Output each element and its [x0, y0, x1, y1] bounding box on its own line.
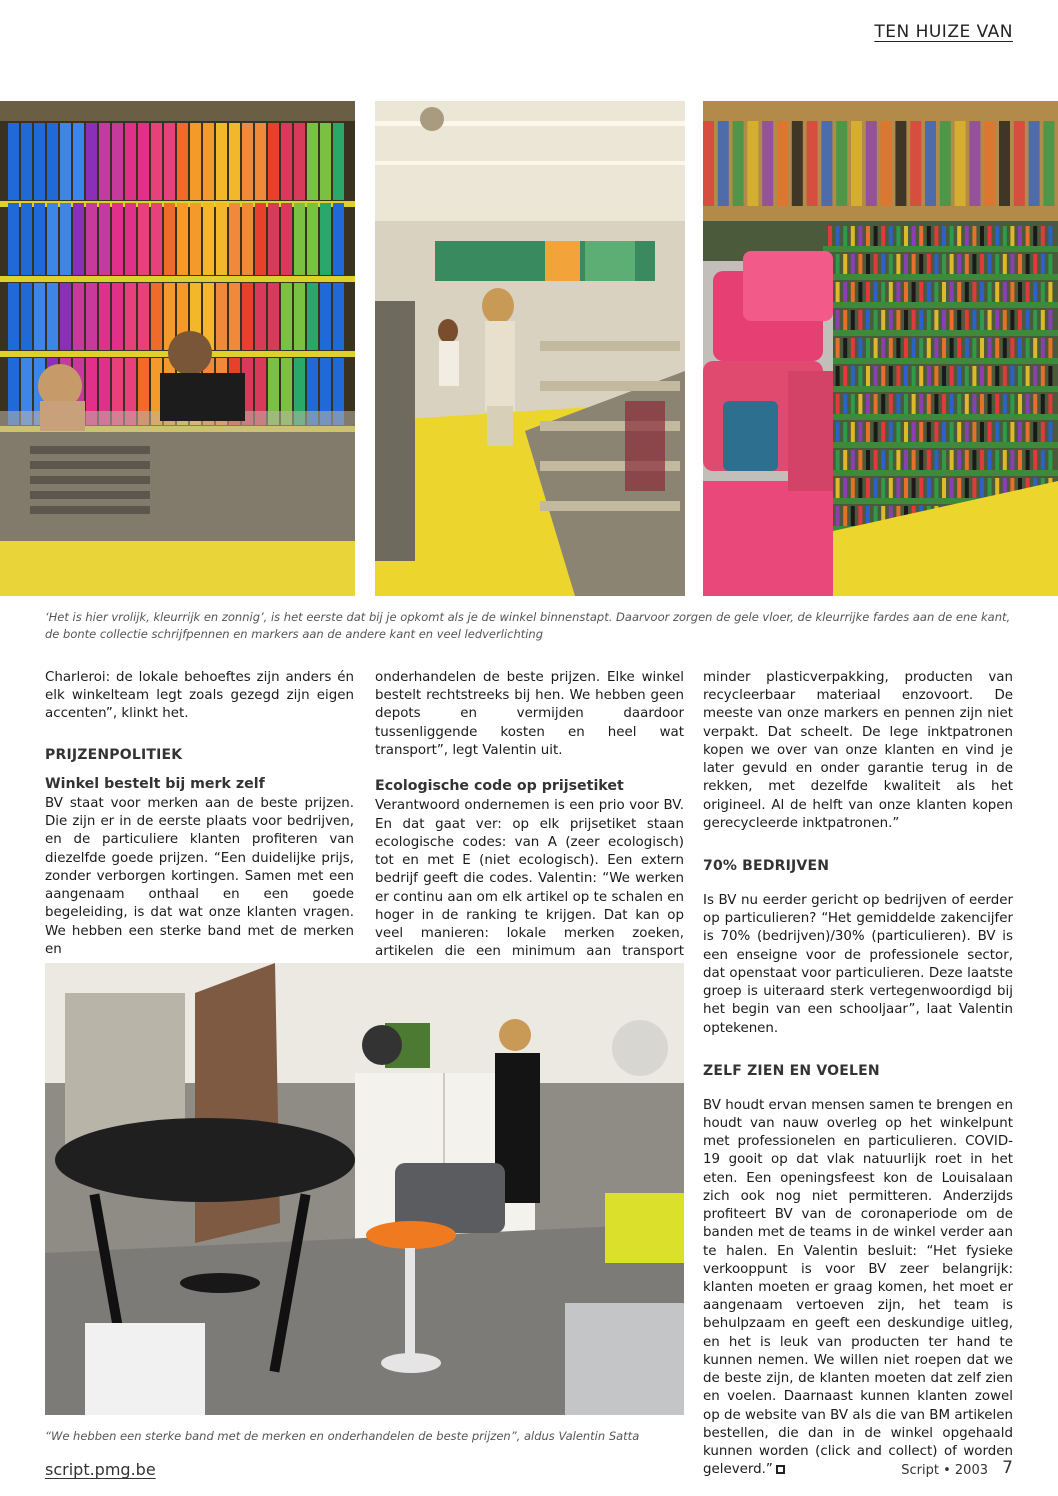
column3-paragraph-3 — [703, 1097, 1013, 1480]
pens-wall-photo — [703, 101, 1058, 596]
column3-paragraph-3-text: BV houdt ervan mensen samen te brengen en houdt van nauw overleg op het winkelpunt met professionelen en particulieren. COVID-19 gooit op dat vlak natuurlijk roet in het eten. Een openingsfeest kon de Louisalaan zich ook nog niet permitteren. Anderzijds profiteert BV van de coronaperiode om de banden met de teams in de winkel verder aan te halen. En Valentin besluit: “Het fysieke verkooppunt is voor BV zeer belangrijk: klanten moeten er graag komen, het moet er aangenaam vertoeven zijn, het team is behulpzaam en geeft een deskundige uitleg, en het is leuk van producten ter hand te kunnen nemen. We willen niet roepen dat we de beste zijn, de klanten moeten dat zelf zien en voelen. Daarnaast kunnen klanten zowel op de website van BV als die van BM artikelen bestellen, die dan in de winkel opgehaald kunnen worden (click and collect) of worden geleverd.” — [703, 1097, 1013, 1478]
column2-paragraph-2: Verantwoord ondernemen is een prio voor BV. En dat gaat ver: op elk prijsetiket staan ecologische codes: van A (zeer ecologisch) tot en met E (niet ecologisch). Een extern bedrijf geeft die codes. Valentin: “We werken er continu aan om elk artikel op te schalen en hoger in de ranking te krijgen. Dat kan op veel manieren: lokale merken zoeken, artikelen die een minimum aan transport — [375, 798, 684, 960]
text-column-2 — [375, 669, 684, 980]
column2-paragraph-1: onderhandelen de beste prijzen. Elke winkel bestelt rechtstreeks bij hen. We hebben geen depots en vermijden daardoor tussenliggende kosten en heel wat transport”, legt Valentin uit. — [375, 670, 684, 758]
subheading-winkel-bestelt: Winkel bestelt bij merk zelf — [45, 775, 265, 792]
heading-zelf-zien-en-voelen: ZELF ZIEN EN VOELEN — [703, 1062, 880, 1079]
text-column-1 — [45, 669, 354, 959]
magazine-issue: Script • 2003 — [901, 1463, 988, 1478]
column1-paragraph-1: Charleroi: de lokale behoeftes zijn anders én elk winkelteam legt zoals gezegd zijn eigen accenten”, klinkt het. — [45, 670, 354, 722]
website-link[interactable]: script.pmg.be — [45, 1460, 156, 1479]
column3-paragraph-2: Is BV nu eerder gericht op bedrijven of eerder op particulieren? “Het gemiddelde zakencijfer is 70% (bedrijven)/30% (particulieren). BV is een enseigne voor de professionele sector, dat openstaat voor particulieren. Deze laatste groep is uiteraard sterk vertegenwoordigd bij het begin van een schooljaar”, laat Valentin optekenen. — [703, 893, 1013, 1036]
store-aisle-photo — [375, 101, 685, 596]
top-photo-caption: ‘Het is hier vrolijk, kleurrijk en zonnig’, is het eerste dat bij je opkomt als je de winkel binnenstapt. Daarvoor zorgen de gele vloer, de kleurrijke fardes aan de ene kant, de bonte collectie schrijfpennen en markers aan de andere kant en veel ledverlichting — [45, 610, 1011, 641]
page-number: 7 — [1002, 1458, 1013, 1478]
subheading-ecologische-code: Ecologische code op prijsetiket — [375, 778, 624, 795]
heading-prijzenpolitiek: PRIJZENPOLITIEK — [45, 746, 183, 763]
binders-shelf-photo — [0, 101, 355, 596]
text-column-3 — [703, 669, 1013, 1479]
section-label: TEN HUIZE VAN — [874, 22, 1013, 42]
bottom-photo-caption: “We hebben een sterke band met de merken en onderhandelen de beste prijzen”, aldus Valentin Satta — [45, 1429, 640, 1443]
end-of-article-icon — [776, 1465, 785, 1474]
showroom-photo — [45, 963, 684, 1415]
column1-paragraph-2: BV staat voor merken aan de beste prijzen. Die zijn er in de eerste plaats voor bedrijven, en de particuliere klanten profiteren van diezelfde goede prijzen. “Een duidelijke prijs, zonder verborgen kortingen. Samen met een aangenaam onthaal en een goede begeleiding, is dat wat onze klanten vragen. We hebben een sterke band met de merken en — [45, 796, 354, 957]
column3-paragraph-1: minder plasticverpakking, producten van recycleerbaar materiaal enzovoort. De meeste van onze markers en pennen zijn niet verpakt. Dat scheelt. De lege inktpatronen kopen we over van onze klanten en vind je later gevuld en onder garantie terug in de rekken, met dezelfde kwaliteit als het origineel. Al de helft van onze klanten kopen gerecycleerde inktpatronen.” — [703, 670, 1013, 831]
heading-70-bedrijven: 70% BEDRIJVEN — [703, 857, 830, 874]
